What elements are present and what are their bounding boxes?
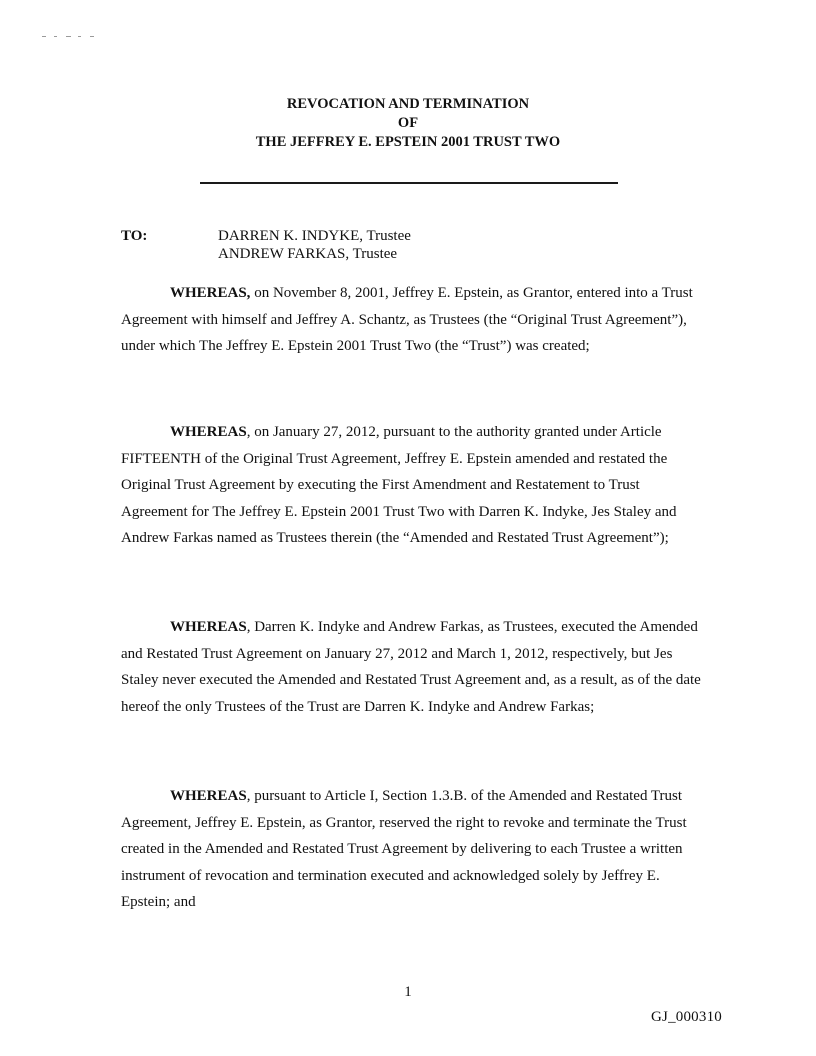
whereas-lead: WHEREAS	[170, 619, 247, 635]
whereas-paragraph-4	[121, 783, 701, 916]
whereas-paragraph-3	[121, 614, 701, 720]
whereas-lead: WHEREAS,	[170, 285, 251, 301]
paragraph-text: , Darren K. Indyke and Andrew Farkas, as Trustees, executed the Amended and Restated Trust Agreement on January 27, 2012 and March 1, 2012, respectively, but Jes Staley never executed the Amended and Restated Trust Agreement and, as a result, as of the date hereof the only Trustees of the Trust are Darren K. Indyke and Andrew Farkas;	[121, 619, 701, 715]
paragraph-text: , on January 27, 2012, pursuant to the authority granted under Article FIFTEENTH of the Original Trust Agreement, Jeffrey E. Epstein amended and restated the Original Trust Agreement by executing the First Amendment and Restatement to Trust Agreement for The Jeffrey E. Epstein 2001 Trust Two with Darren K. Indyke, Jes Staley and Andrew Farkas named as Trustees therein (the “Amended and Restated Trust Agreement”);	[121, 424, 677, 546]
whereas-paragraph-2	[121, 419, 701, 552]
bates-number: GJ_000310	[651, 1009, 722, 1025]
whereas-lead: WHEREAS	[170, 424, 247, 440]
whereas-lead: WHEREAS	[170, 788, 247, 804]
title-line-1: REVOCATION AND TERMINATION	[286, 96, 530, 112]
title-divider	[200, 182, 618, 184]
scan-artifact-marks	[42, 34, 102, 40]
title-line-3: THE JEFFREY E. EPSTEIN 2001 TRUST TWO	[255, 134, 561, 150]
paragraph-text: on November 8, 2001, Jeffrey E. Epstein, as Grantor, entered into a Trust Agreement with himself and Jeffrey A. Schantz, as Trustees (the “Original Trust Agreement”), under which The Jeffrey E. Epstein 2001 Trust Two (the “Trust”) was created;	[121, 285, 693, 354]
title-line-2: OF	[397, 115, 419, 131]
document-title	[0, 95, 816, 152]
paragraph-text: , pursuant to Article I, Section 1.3.B. of the Amended and Restated Trust Agreement, Jeffrey E. Epstein, as Grantor, reserved the right to revoke and terminate the Trust created in the Amended and Restated Trust Agreement by delivering to each Trustee a written instrument of revocation and termination executed and acknowledged solely by Jeffrey E. Epstein; and	[121, 788, 687, 910]
addressee-name: DARREN K. INDYKE, Trustee	[218, 228, 411, 244]
addressee-name: ANDREW FARKAS, Trustee	[218, 246, 398, 262]
page-number: 1	[404, 984, 412, 1000]
whereas-paragraph-1	[121, 280, 701, 360]
to-label: TO:	[121, 228, 148, 244]
addressee-list	[218, 227, 518, 263]
